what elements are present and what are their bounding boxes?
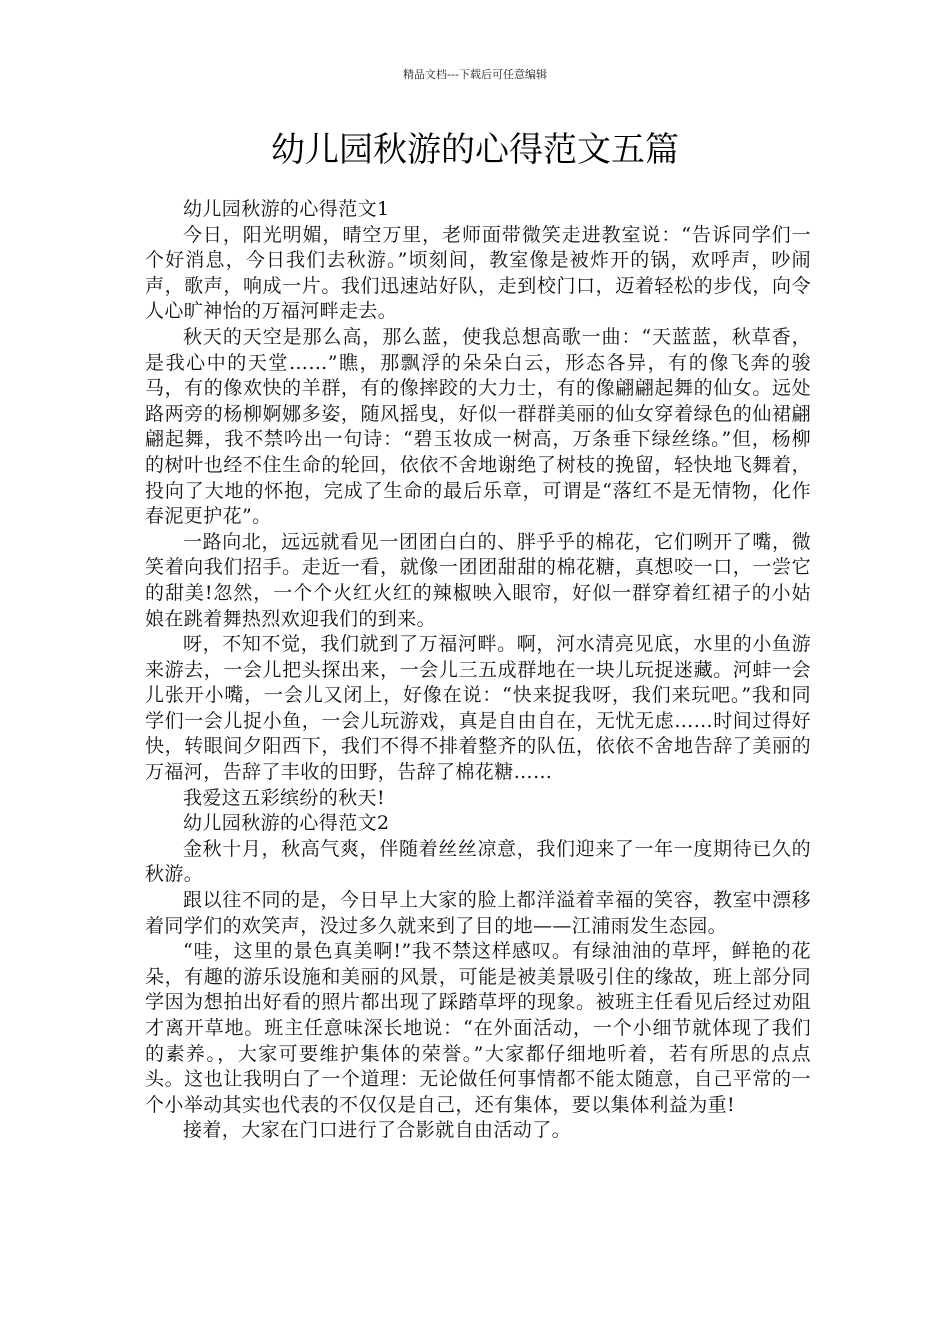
paragraph: “哇，这里的景色真美啊!”我不禁这样感叹。有绿油油的草坪，鲜艳的花朵，有趣的游乐设施和美丽的风景，可能是被美景吸引住的缘故，班上部分同学因为想拍出好看的照片都出现了踩踏草坪的现象。被班主任看见后经过劝阻才离开草地。班主任意味深长地说：“在外面活动，一个小细节就体现了我们的素养。，大家可要维护集体的荣誉。”大家都仔细地听着，若有所思的点点头。这也让我明白了一个道理：无论做任何事情都不能太随意，自己平常的一个小举动其实也代表的不仅仅是自己，还有集体，要以集体利益为重! — [145, 940, 811, 1116]
paragraph: 接着，大家在门口进行了合影就自由活动了。 — [183, 1119, 572, 1142]
paragraph: 金秋十月，秋高气爽，伴随着丝丝凉意，我们迎来了一年一度期待已久的秋游。 — [145, 837, 811, 886]
paragraph: 呀，不知不觉，我们就到了万福河畔。啊，河水清亮见底，水里的小鱼游来游去，一会儿把头探出来，一会儿三五成群地在一块儿玩捉迷藏。河蚌一会儿张开小嘴，一会儿又闭上，好像在说：“快来捉我呀，我们来玩吧。”我和同学们一会儿捉小鱼，一会儿玩游戏，真是自由自在，无忧无虑……时间过得好快，转眼间夕阳西下，我们不得不排着整齐的队伍，依依不舍地告辞了美丽的万福河，告辞了丰收的田野，告辞了棉花糖…… — [145, 633, 811, 784]
paragraph: 跟以往不同的是，今日早上大家的脸上都洋溢着幸福的笑容，教室中漂移着同学们的欢笑声，没过多久就来到了目的地——江浦雨发生态园。 — [145, 889, 811, 937]
document-title: 幼儿园秋游的心得范文五篇 — [271, 130, 679, 170]
paragraph: 今日，阳光明媚，晴空万里，老师面带微笑走进教室说：“告诉同学们一个好消息，今日我们去秋游。”顷刻间，教室像是被炸开的锅，欢呼声，吵闹声，歌声，响成一片。我们迅速站好队，走到校门口，迈着轻松的步伐，向令人心旷神怡的万福河畔走去。 — [145, 223, 811, 323]
paragraph: 我爱这五彩缤纷的秋天! — [183, 786, 386, 809]
section-heading: 幼儿园秋游的心得范文2 — [183, 812, 390, 835]
document-body — [145, 197, 811, 1144]
header-note: 精品文档---下载后可任意编辑 — [403, 68, 547, 81]
paragraph: 一路向北，远远就看见一团团白白的、胖乎乎的棉花，它们咧开了嘴，微笑着向我们招手。走近一看，就像一团团甜甜的棉花糖，真想咬一口，一尝它的甜美!忽然，一个个火红火红的辣椒映入眼帘，好似一群穿着红裙子的小姑娘在跳着舞热烈欢迎我们的到来。 — [145, 530, 811, 630]
section-heading: 幼儿园秋游的心得范文1 — [183, 198, 390, 220]
paragraph: 秋天的天空是那么高，那么蓝，使我总想高歌一曲：“天蓝蓝，秋草香，是我心中的天堂……”瞧，那飘浮的朵朵白云，形态各异，有的像飞奔的骏马，有的像欢快的羊群，有的像摔跤的大力士，有的像翩翩起舞的仙女。远处路两旁的杨柳婀娜多姿，随风摇曳，好似一群群美丽的仙女穿着绿色的仙裙翩翩起舞，我不禁吟出一句诗：“碧玉妆成一树高，万条垂下绿丝绦。”但，杨柳的树叶也经不住生命的轮回，依依不舍地谢绝了树枝的挽留，轻快地飞舞着，投向了大地的怀抱，完成了生命的最后乐章，可谓是“落红不是无情物，化作春泥更护花”。 — [145, 325, 811, 528]
